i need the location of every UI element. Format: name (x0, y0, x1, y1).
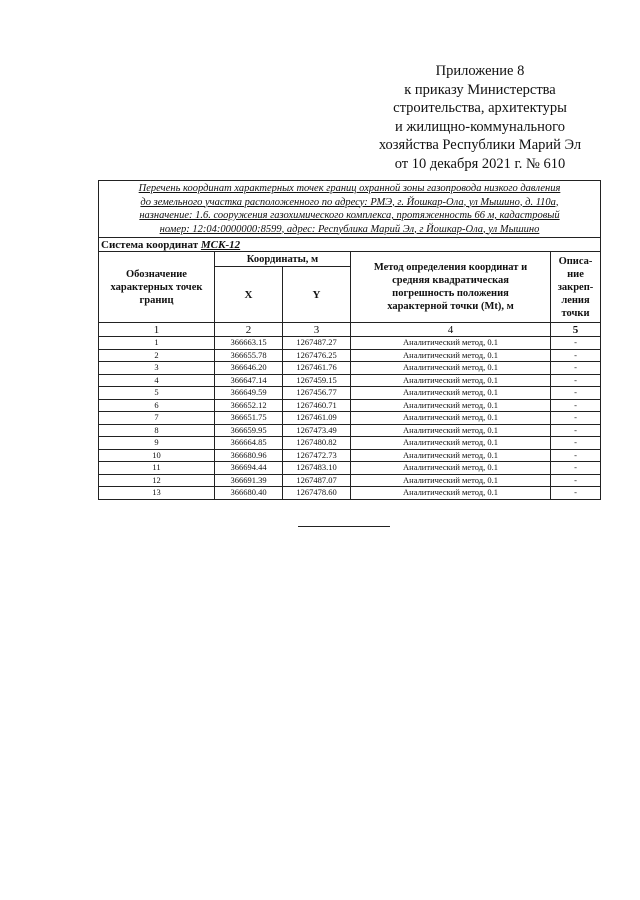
header-designation-line: Обозначение (126, 268, 187, 280)
description-cell: - (551, 387, 601, 400)
method-cell: Аналитический метод, 0.1 (351, 362, 551, 375)
description-cell: - (551, 412, 601, 425)
column-number: 4 (351, 323, 551, 337)
description-cell: - (551, 449, 601, 462)
column-number: 3 (283, 323, 351, 337)
header-y: Y (283, 267, 351, 323)
method-cell: Аналитический метод, 0.1 (351, 337, 551, 350)
point-number-cell: 8 (99, 424, 215, 437)
y-coordinate-cell: 1267456.77 (283, 387, 351, 400)
table-row (99, 337, 601, 350)
coordinate-system-name: МСК-12 (200, 238, 241, 251)
method-cell: Аналитический метод, 0.1 (351, 349, 551, 362)
appendix-line: от 10 декабря 2021 г. № 610 (394, 155, 566, 172)
method-cell: Аналитический метод, 0.1 (351, 424, 551, 437)
appendix-line: строительства, архитектуры (393, 100, 567, 116)
header-description (551, 252, 601, 323)
header-description-line: ления (561, 294, 590, 306)
method-cell: Аналитический метод, 0.1 (351, 449, 551, 462)
y-coordinate-cell: 1267459.15 (283, 374, 351, 387)
method-cell: Аналитический метод, 0.1 (351, 412, 551, 425)
coordinate-system-row (99, 238, 601, 252)
x-coordinate-cell: 366655.78 (215, 349, 283, 362)
appendix-line: к приказу Министерства (404, 81, 556, 98)
x-coordinate-cell: 366691.39 (215, 474, 283, 487)
coordinates-table (98, 180, 601, 500)
header-method-line: Метод определения координат и (373, 262, 528, 273)
header-method-line: характерной точки (Mt), м (387, 301, 514, 312)
point-number-cell: 3 (99, 362, 215, 375)
table-row (99, 412, 601, 425)
table-row (99, 362, 601, 375)
method-cell: Аналитический метод, 0.1 (351, 399, 551, 412)
table-title-line: Перечень координат характерных точек границ охранной зоны газопровода низкого давления (138, 183, 561, 194)
point-number-cell: 13 (99, 487, 215, 500)
description-cell: - (551, 462, 601, 475)
x-coordinate-cell: 366680.40 (215, 487, 283, 500)
method-cell: Аналитический метод, 0.1 (351, 387, 551, 400)
appendix-heading (360, 62, 600, 173)
header-description-line: точки (561, 307, 590, 319)
y-coordinate-cell: 1267478.60 (283, 487, 351, 500)
y-coordinate-cell: 1267473.49 (283, 424, 351, 437)
x-coordinate-cell: 366663.15 (215, 337, 283, 350)
method-cell: Аналитический метод, 0.1 (351, 474, 551, 487)
table-body (99, 337, 601, 500)
point-number-cell: 4 (99, 374, 215, 387)
header-description-line: ние (567, 268, 584, 280)
x-coordinate-cell: 366680.96 (215, 449, 283, 462)
table-row (99, 399, 601, 412)
coordinate-system-label: Система координат (101, 238, 199, 251)
x-coordinate-cell: 366664.85 (215, 437, 283, 450)
point-number-cell: 2 (99, 349, 215, 362)
x-coordinate-cell: 366694.44 (215, 462, 283, 475)
header-method-line: средняя квадратическая (392, 275, 509, 286)
method-cell: Аналитический метод, 0.1 (351, 374, 551, 387)
header-x: X (215, 267, 283, 323)
description-cell: - (551, 349, 601, 362)
column-number: 2 (215, 323, 283, 337)
x-coordinate-cell: 366652.12 (215, 399, 283, 412)
point-number-cell: 1 (99, 337, 215, 350)
x-coordinate-cell: 366659.95 (215, 424, 283, 437)
method-cell: Аналитический метод, 0.1 (351, 487, 551, 500)
y-coordinate-cell: 1267472.73 (283, 449, 351, 462)
description-cell: - (551, 437, 601, 450)
y-coordinate-cell: 1267487.07 (283, 474, 351, 487)
signature-line (298, 526, 390, 527)
table-title-line: до земельного участка расположенного по адресу: РМЭ, г. Йошкар-Ола, ул Мышино, д. 110а, (140, 196, 559, 208)
point-number-cell: 6 (99, 399, 215, 412)
table-row (99, 349, 601, 362)
description-cell: - (551, 362, 601, 375)
table-row (99, 374, 601, 387)
y-coordinate-cell: 1267461.76 (283, 362, 351, 375)
description-cell: - (551, 474, 601, 487)
column-number: 1 (99, 323, 215, 337)
header-designation-line: границ (139, 294, 174, 306)
point-number-cell: 11 (99, 462, 215, 475)
y-coordinate-cell: 1267480.82 (283, 437, 351, 450)
x-coordinate-cell: 366649.59 (215, 387, 283, 400)
header-designation (99, 252, 215, 323)
description-cell: - (551, 487, 601, 500)
x-coordinate-cell: 366651.75 (215, 412, 283, 425)
description-cell: - (551, 337, 601, 350)
y-coordinate-cell: 1267461.09 (283, 412, 351, 425)
method-cell: Аналитический метод, 0.1 (351, 437, 551, 450)
column-number: 5 (551, 323, 601, 337)
point-number-cell: 10 (99, 449, 215, 462)
y-coordinate-cell: 1267460.71 (283, 399, 351, 412)
description-cell: - (551, 399, 601, 412)
table-title-line: номер: 12:04:0000000:8599, адрес: Республика Марий Эл, г Йошкар-Ола, ул Мышино (159, 223, 540, 235)
appendix-line: и жилищно-коммунального (394, 118, 566, 135)
column-number-row (99, 323, 601, 337)
table-row (99, 462, 601, 475)
y-coordinate-cell: 1267476.25 (283, 349, 351, 362)
point-number-cell: 9 (99, 437, 215, 450)
description-cell: - (551, 424, 601, 437)
header-description-line: Описа- (558, 255, 593, 267)
table-row (99, 437, 601, 450)
header-coordinates: Координаты, м (215, 252, 351, 267)
table-row (99, 424, 601, 437)
point-number-cell: 12 (99, 474, 215, 487)
x-coordinate-cell: 366647.14 (215, 374, 283, 387)
table-row (99, 387, 601, 400)
header-method-line: погрешность положения (392, 288, 509, 299)
y-coordinate-cell: 1267487.27 (283, 337, 351, 350)
table-title-line: назначение: 1.6. сооружения газохимического комплекса, протяженность 66 м, кадастровый (139, 210, 560, 221)
appendix-line: хозяйства Республики Марий Эл (378, 137, 582, 153)
description-cell: - (551, 374, 601, 387)
x-coordinate-cell: 366646.20 (215, 362, 283, 375)
point-number-cell: 5 (99, 387, 215, 400)
appendix-line: Приложение 8 (435, 63, 525, 79)
header-method (351, 252, 551, 323)
table-row (99, 487, 601, 500)
table-row (99, 474, 601, 487)
table-row (99, 449, 601, 462)
header-designation-line: характерных точек (110, 281, 203, 293)
table-title (99, 181, 601, 238)
y-coordinate-cell: 1267483.10 (283, 462, 351, 475)
header-description-line: закреп- (557, 281, 594, 293)
method-cell: Аналитический метод, 0.1 (351, 462, 551, 475)
point-number-cell: 7 (99, 412, 215, 425)
